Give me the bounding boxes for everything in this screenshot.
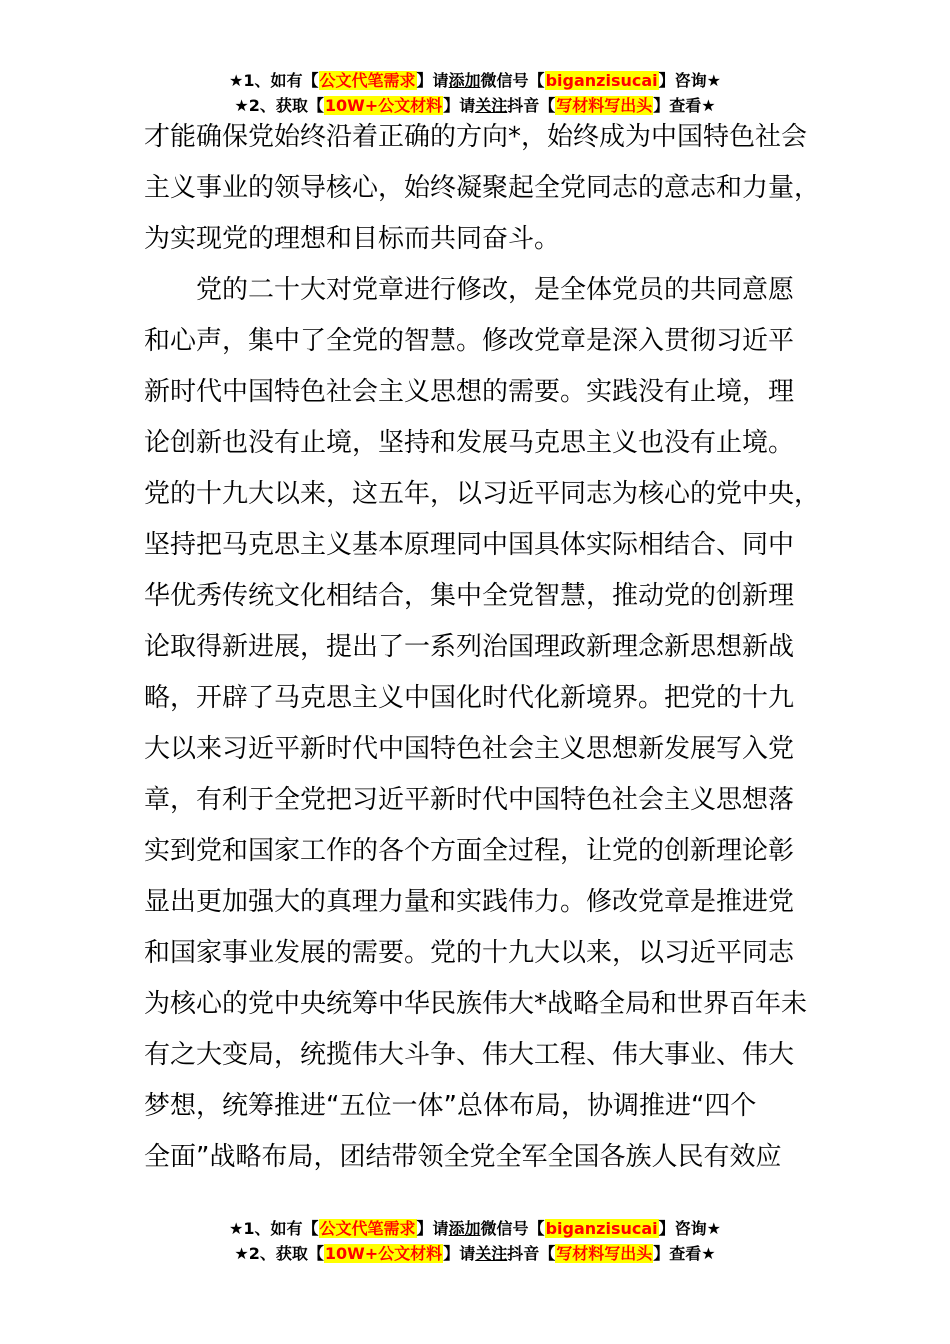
banner-prefix: ★2、获取【 xyxy=(234,1244,324,1263)
banner-text: 微信号【 xyxy=(480,71,545,90)
body-line: 为实现党的理想和目标而共同奋斗。 xyxy=(144,224,561,254)
body-line: 实到党和国家工作的各个方面全过程，让党的创新理论彰 xyxy=(144,836,795,866)
body-line: 华优秀传统文化相结合，集中全党智慧，推动党的创新理 xyxy=(144,581,795,611)
banner-text: 】请 xyxy=(443,96,476,115)
body-line: 为核心的党中央统筹中华民族伟大*战略全局和世界百年未 xyxy=(144,989,808,1019)
banner-prefix: ★2、获取【 xyxy=(234,96,324,115)
banner-underlined-text: 添加 xyxy=(448,1219,481,1238)
banner-text: 】请 xyxy=(443,1244,476,1263)
banner-text: 微信号【 xyxy=(480,1219,545,1238)
body-line: 章，有利于全党把习近平新时代中国特色社会主义思想落 xyxy=(144,785,795,815)
body-line: 和国家事业发展的需要。党的十九大以来，以习近平同志 xyxy=(144,938,795,968)
banner-line-1 xyxy=(0,68,950,93)
banner-highlight: 写材料写出头 xyxy=(556,96,653,115)
banner-highlight: biganzisucai xyxy=(545,1219,658,1238)
body-line: 坚持把马克思主义基本原理同中国具体实际相结合、同中 xyxy=(144,530,795,560)
body-line: 才能确保党始终沿着正确的方向*，始终成为中国特色社会 xyxy=(144,122,808,152)
body-line: 论取得新进展，提出了一系列治国理政新理念新思想新战 xyxy=(144,632,795,662)
banner-suffix: 】咨询★ xyxy=(658,1219,721,1238)
body-line: 全面”战略布局，团结带领全党全军全国各族人民有效应 xyxy=(144,1142,782,1172)
banner-text: 抖音【 xyxy=(507,1244,556,1263)
header-banner xyxy=(0,68,950,118)
banner-text: 】请 xyxy=(416,1219,449,1238)
banner-underlined-text: 关注 xyxy=(475,96,508,115)
banner-highlight: 公文代笔需求 xyxy=(319,1219,416,1238)
banner-suffix: 】咨询★ xyxy=(658,71,721,90)
banner-text: 抖音【 xyxy=(507,96,556,115)
banner-highlight: 10W+公文材料 xyxy=(324,96,443,115)
banner-highlight: 10W+公文材料 xyxy=(324,1244,443,1263)
body-line: 党的十九大以来，这五年，以习近平同志为核心的党中央， xyxy=(144,479,821,509)
banner-underlined-text: 关注 xyxy=(475,1244,508,1263)
banner-line-1 xyxy=(0,1216,950,1241)
body-line: 新时代中国特色社会主义思想的需要。实践没有止境，理 xyxy=(144,377,795,407)
banner-underlined-text: 添加 xyxy=(448,71,481,90)
banner-suffix: 】查看★ xyxy=(653,96,716,115)
body-line: 和心声，集中了全党的智慧。修改党章是深入贯彻习近平 xyxy=(144,326,795,356)
banner-prefix: ★1、如有【 xyxy=(229,1219,319,1238)
paragraph-first-line: 党的二十大对党章进行修改，是全体党员的共同意愿 xyxy=(196,275,795,305)
banner-prefix: ★1、如有【 xyxy=(229,71,319,90)
footer-banner xyxy=(0,1216,950,1266)
body-line: 主义事业的领导核心，始终凝聚起全党同志的意志和力量， xyxy=(144,173,821,203)
body-line: 大以来习近平新时代中国特色社会主义思想新发展写入党 xyxy=(144,734,795,764)
banner-suffix: 】查看★ xyxy=(653,1244,716,1263)
document-body xyxy=(144,112,821,1183)
body-line: 有之大变局，统揽伟大斗争、伟大工程、伟大事业、伟大 xyxy=(144,1040,795,1070)
body-line: 显出更加强大的真理力量和实践伟力。修改党章是推进党 xyxy=(144,887,795,917)
banner-highlight: biganzisucai xyxy=(545,71,658,90)
body-line: 略，开辟了马克思主义中国化时代化新境界。把党的十九 xyxy=(144,683,795,713)
banner-highlight: 写材料写出头 xyxy=(556,1244,653,1263)
body-line: 论创新也没有止境，坚持和发展马克思主义也没有止境。 xyxy=(144,428,795,458)
banner-highlight: 公文代笔需求 xyxy=(319,71,416,90)
body-line: 梦想，统筹推进“五位一体”总体布局，协调推进“四个 xyxy=(144,1091,757,1121)
banner-text: 】请 xyxy=(416,71,449,90)
banner-line-2 xyxy=(0,1241,950,1266)
